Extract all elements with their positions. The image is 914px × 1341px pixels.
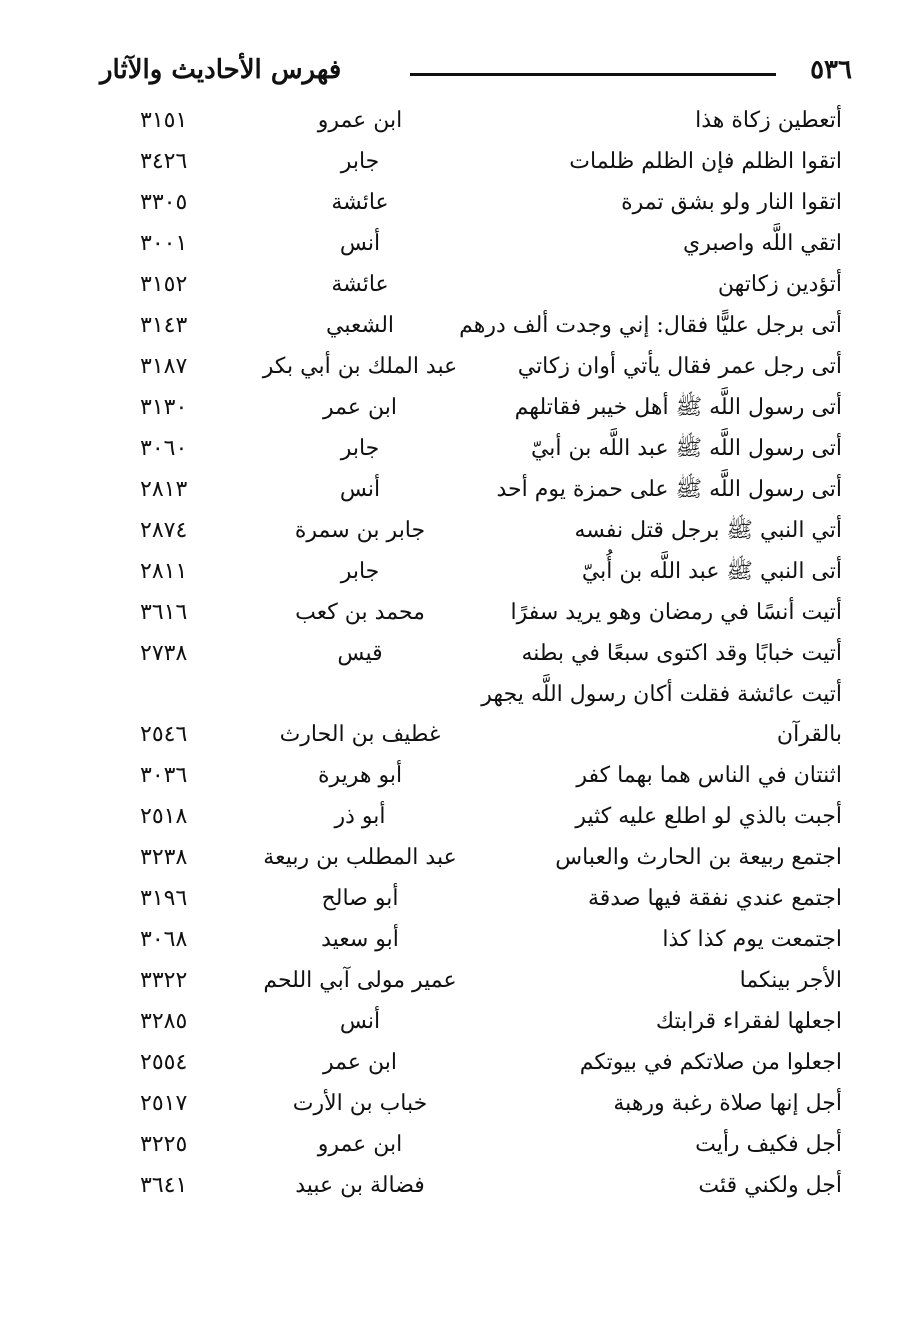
hadith-number: ٢٥٤٦ bbox=[140, 722, 188, 747]
hadith-number: ٣١٥٢ bbox=[140, 272, 188, 297]
narrator: ابن عمرو bbox=[317, 1132, 403, 1157]
index-entry bbox=[0, 592, 914, 633]
index-entry bbox=[0, 755, 914, 796]
hadith-number: ٣٤٢٦ bbox=[140, 149, 188, 174]
hadith-text: أتى رجل عمر فقال يأتي أوان زكاتي bbox=[517, 354, 842, 379]
index-entry bbox=[0, 919, 914, 960]
hadith-text: اجتمعت يوم كذا كذا bbox=[662, 927, 842, 952]
hadith-number bbox=[140, 674, 230, 715]
page-header bbox=[100, 52, 852, 92]
page-number: ٥٣٦ bbox=[810, 55, 852, 85]
hadith-number: ٢٨٧٤ bbox=[140, 518, 188, 543]
narrator: قيس bbox=[337, 641, 383, 666]
hadith-index-list bbox=[0, 100, 914, 1206]
index-entry bbox=[0, 428, 914, 469]
hadith-number: ٢٥١٧ bbox=[140, 1091, 188, 1116]
narrator: أنس bbox=[339, 477, 381, 502]
index-entry bbox=[0, 714, 914, 755]
hadith-text: أتى برجل عليًّا فقال: إني وجدت ألف درهم bbox=[459, 313, 842, 338]
header-rule bbox=[410, 73, 776, 76]
narrator: ابن عمرو bbox=[317, 108, 403, 133]
index-entry bbox=[0, 796, 914, 837]
narrator bbox=[240, 674, 480, 715]
hadith-number: ٣٠٣٦ bbox=[140, 763, 188, 788]
index-entry bbox=[0, 223, 914, 264]
hadith-number: ٣٦١٦ bbox=[140, 600, 188, 625]
hadith-number: ٣٠٦٨ bbox=[140, 927, 188, 952]
narrator: ابن عمر bbox=[323, 395, 397, 420]
index-entry bbox=[0, 633, 914, 674]
narrator: أبو ذر bbox=[334, 804, 386, 829]
hadith-text: اجعلها لفقراء قرابتك bbox=[655, 1009, 842, 1034]
index-entry bbox=[0, 1124, 914, 1165]
hadith-number: ٢٨١١ bbox=[140, 559, 188, 584]
hadith-number: ٣٠٦٠ bbox=[140, 436, 188, 461]
index-entry bbox=[0, 960, 914, 1001]
narrator: عائشة bbox=[331, 272, 389, 297]
hadith-text: أتيت أنسًا في رمضان وهو يريد سفرًا bbox=[510, 600, 842, 625]
hadith-number: ٢٥٥٤ bbox=[140, 1050, 188, 1075]
narrator: عبد الملك بن أبي بكر bbox=[262, 354, 458, 379]
index-entry bbox=[0, 305, 914, 346]
index-entry bbox=[0, 387, 914, 428]
hadith-text: اثنتان في الناس هما بهما كفر bbox=[576, 763, 842, 788]
index-entry bbox=[0, 100, 914, 141]
hadith-text: أتى النبي ﷺ عبد اللَّه بن أُبيّ bbox=[581, 559, 842, 584]
narrator: جابر بن سمرة bbox=[294, 518, 426, 543]
narrator: أنس bbox=[339, 231, 381, 256]
hadith-number: ٣١٣٠ bbox=[140, 395, 188, 420]
hadith-text: أتى رسول اللَّه ﷺ أهل خيبر فقاتلهم bbox=[514, 395, 842, 420]
hadith-number: ٢٨١٣ bbox=[140, 477, 188, 502]
narrator: أنس bbox=[339, 1009, 381, 1034]
index-entry bbox=[0, 1083, 914, 1124]
narrator: فضالة بن عبيد bbox=[295, 1173, 425, 1198]
narrator: جابر bbox=[340, 436, 380, 461]
narrator: محمد بن كعب bbox=[295, 600, 425, 625]
hadith-number: ٣١٩٦ bbox=[140, 886, 188, 911]
index-entry bbox=[0, 551, 914, 592]
hadith-text: اتقوا النار ولو بشق تمرة bbox=[621, 190, 842, 215]
hadith-number: ٣١٤٣ bbox=[140, 313, 188, 338]
index-entry bbox=[0, 1165, 914, 1206]
index-entry bbox=[0, 346, 914, 387]
narrator: عائشة bbox=[331, 190, 389, 215]
narrator: أبو صالح bbox=[321, 886, 399, 911]
hadith-text: أجل فكيف رأيت bbox=[695, 1132, 842, 1157]
hadith-number: ٣٠٠١ bbox=[140, 231, 188, 256]
hadith-text: اجعلوا من صلاتكم في بيوتكم bbox=[579, 1050, 842, 1075]
hadith-text: أجبت بالذي لو اطلع عليه كثير bbox=[575, 804, 842, 829]
hadith-number: ٣١٨٧ bbox=[140, 354, 188, 379]
hadith-number: ٢٥١٨ bbox=[140, 804, 188, 829]
hadith-text: اتقي اللَّه واصبري bbox=[683, 231, 842, 256]
hadith-text: بالقرآن bbox=[776, 722, 842, 747]
index-entry bbox=[0, 469, 914, 510]
hadith-number: ٣٣٢٢ bbox=[140, 968, 188, 993]
hadith-number: ٢٧٣٨ bbox=[140, 641, 188, 666]
index-entry bbox=[0, 674, 914, 714]
index-entry bbox=[0, 1001, 914, 1042]
narrator: الشعبي bbox=[325, 313, 395, 338]
narrator: جابر bbox=[340, 149, 380, 174]
hadith-text: أتى رسول اللَّه ﷺ عبد اللَّه بن أبيّ bbox=[530, 436, 842, 461]
hadith-text: اجتمع ربيعة بن الحارث والعباس bbox=[555, 845, 842, 870]
narrator: أبو هريرة bbox=[317, 763, 403, 788]
index-entry bbox=[0, 1042, 914, 1083]
hadith-text: اتقوا الظلم فإن الظلم ظلمات bbox=[569, 149, 842, 174]
index-entry bbox=[0, 141, 914, 182]
hadith-text: أجل إنها صلاة رغبة ورهبة bbox=[613, 1091, 842, 1116]
hadith-text: أتيت خبابًا وقد اكتوى سبعًا في بطنه bbox=[521, 641, 842, 666]
hadith-number: ٣٢٣٨ bbox=[140, 845, 188, 870]
narrator: عبد المطلب بن ربيعة bbox=[263, 845, 457, 870]
hadith-text: اجتمع عندي نفقة فيها صدقة bbox=[588, 886, 842, 911]
hadith-number: ٣٣٠٥ bbox=[140, 190, 188, 215]
index-entry bbox=[0, 878, 914, 919]
hadith-number: ٣٦٤١ bbox=[140, 1173, 188, 1198]
hadith-text: أتعطين زكاة هذا bbox=[695, 108, 842, 133]
hadith-text: أتى رسول اللَّه ﷺ على حمزة يوم أحد bbox=[496, 477, 842, 502]
hadith-number: ٣٢٢٥ bbox=[140, 1132, 188, 1157]
index-entry bbox=[0, 182, 914, 223]
narrator: ابن عمر bbox=[323, 1050, 397, 1075]
hadith-text: أتؤدين زكاتهن bbox=[717, 272, 842, 297]
narrator: جابر bbox=[340, 559, 380, 584]
index-entry bbox=[0, 264, 914, 305]
narrator: عمير مولى آبي اللحم bbox=[263, 968, 457, 993]
narrator: أبو سعيد bbox=[321, 927, 399, 952]
hadith-text: الأجر بينكما bbox=[739, 968, 842, 993]
index-entry bbox=[0, 510, 914, 551]
hadith-text: أتي النبي ﷺ برجل قتل نفسه bbox=[574, 518, 842, 543]
hadith-number: ٣١٥١ bbox=[140, 108, 188, 133]
narrator: خباب بن الأرت bbox=[292, 1091, 428, 1116]
narrator: غطيف بن الحارث bbox=[279, 722, 441, 747]
hadith-number: ٣٢٨٥ bbox=[140, 1009, 188, 1034]
hadith-text: أجل ولكني قئت bbox=[698, 1173, 842, 1198]
index-entry bbox=[0, 837, 914, 878]
running-title: فهرس الأحاديث والآثار bbox=[100, 55, 342, 85]
hadith-text: أتيت عائشة فقلت أكان رسول اللَّه يجهر bbox=[481, 682, 842, 707]
